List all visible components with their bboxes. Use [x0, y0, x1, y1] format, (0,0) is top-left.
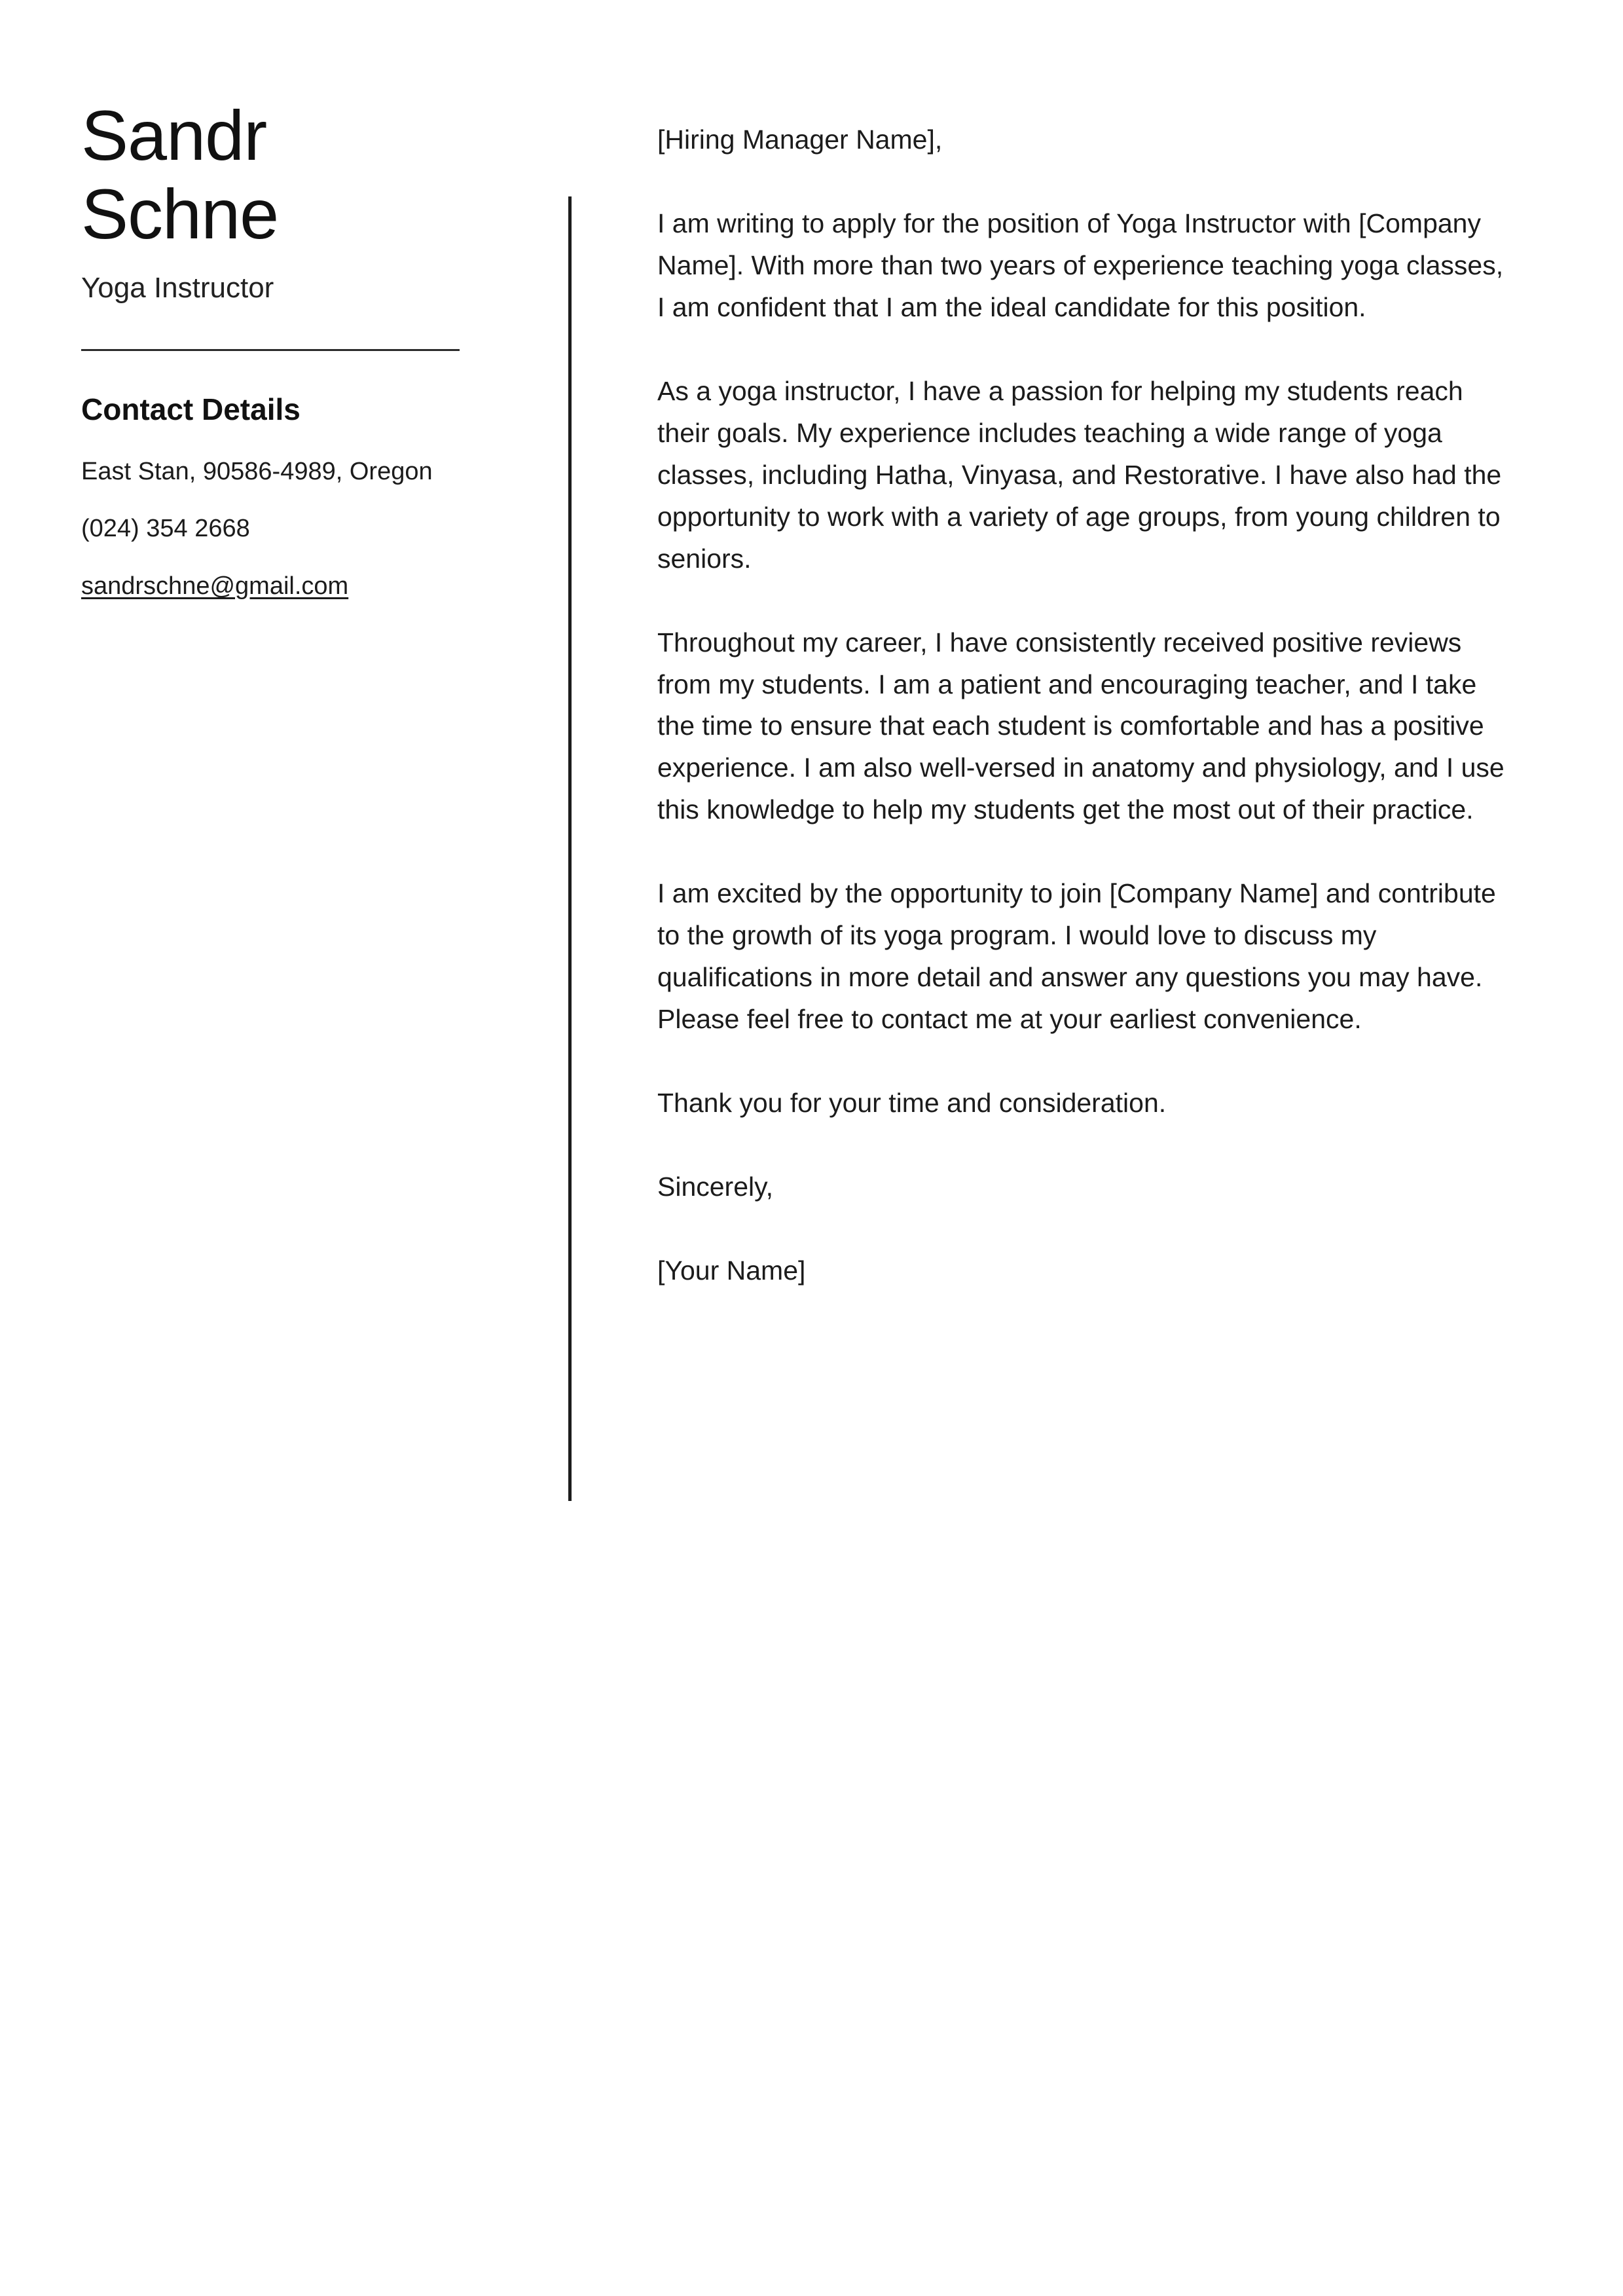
contact-email-line	[81, 566, 539, 607]
name-first: Sandr	[81, 96, 267, 175]
letter-paragraph-5: Thank you for your time and consideration.	[657, 1088, 1167, 1119]
vertical-divider	[568, 196, 572, 1501]
job-title: Yoga Instructor	[81, 271, 274, 304]
contact-phone: (024) 354 2668	[81, 515, 250, 543]
letter-paragraph-1: I am writing to apply for the position of Yoga Instructor with [Company Name]. With more than two years of experience teaching yoga classes, I am confident that I am the ideal candidate for this position.	[657, 208, 1504, 322]
contact-details-heading: Contact Details	[81, 392, 301, 426]
letter-paragraph-3: Throughout my career, I have consistently received positive reviews from my students. I am a patient and encouraging teacher, and I take the time to ensure that each student is comfortable and has a positive experience. I am also well-versed in anatomy and physiology, and I use this knowledge to help my students get the most out of their practice.	[657, 627, 1504, 825]
letter-body	[657, 119, 1505, 1334]
divider-rule	[81, 349, 460, 351]
name-last: Schne	[81, 174, 279, 254]
applicant-name	[81, 98, 539, 252]
contact-details-list	[81, 452, 539, 607]
letter-paragraph-2: As a yoga instructor, I have a passion for helping my students reach their goals. My experience includes teaching a wide range of yoga classes, including Hatha, Vinyasa, and Restorative. I have also had the opportunity to work with a variety of age groups, from young children to seniors.	[657, 375, 1502, 574]
letter-signature: [Your Name]	[657, 1255, 806, 1286]
contact-address: East Stan, 90586-4989, Oregon	[81, 457, 433, 485]
letter-salutation: [Hiring Manager Name],	[657, 124, 943, 155]
sidebar	[81, 98, 539, 607]
letter-paragraph-4: I am excited by the opportunity to join [Company Name] and contribute to the growth of its yoga program. I would love to discuss my qualifications in more detail and answer any questions you may have. Please feel free to contact me at your earliest convenience.	[657, 878, 1496, 1035]
letter-closing: Sincerely,	[657, 1172, 773, 1202]
contact-email-link[interactable]: sandrschne@gmail.com	[81, 572, 349, 601]
